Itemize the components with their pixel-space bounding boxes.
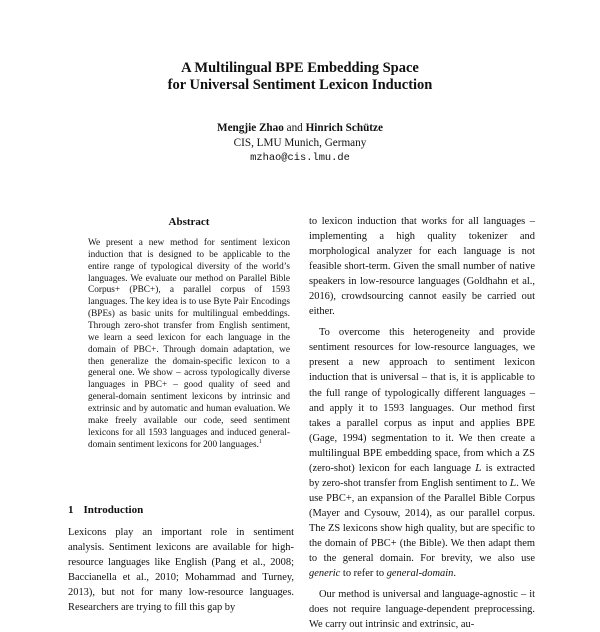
section-number: 1 <box>68 504 74 516</box>
generic-term: generic <box>309 568 341 580</box>
para2-part-a: To overcome this heterogeneity and provide sentiment resources for low-resource languages, we present a new approach to sentiment lexicon induction that is universal – that is, it is applicable to the full range of typologically different languages – and apply it to 1593 languages. Our method first takes a parallel corpus as input and applies BPE (Gage, 1994) segmentation to it. We then create a multilingual BPE embedding space, from which a ZS (zero-shot) lexicon for each language <box>309 327 535 474</box>
intro-paragraph-continued: to lexicon induction that works for all languages – implementing a high quality tokenizer and morphological analyzer for each language is not feasible short-term. Given the small number of native speakers in low-resource languages (Goldhahn et al., 2016), crowdsourcing cannot easily be carried out either. <box>309 216 535 318</box>
abstract-text: We present a new method for sentiment lexicon induction that is designed to be applicable to the entire range of typological diversity of the world’s languages. We evaluate our method on Parallel Bible Corpus+ (PBC+), a parallel corpus of 1593 languages. The key idea is to use Byte Pair Encodings (BPEs) as basic units for multilingual embeddings. Through zero-shot transfer from English sentiment, we learn a seed lexicon for each language in the domain of PBC+. Through domain adaptation, we then generalize the domain-specific lexicon to a general one. We show – across typologically diverse languages in PBC+ – good quality of seed and general-domain sentiment lexicons by intrinsic and extrinsic and by automatic and human evaluation. We make freely available our code, seed sentiment lexicons for all 1593 languages and induced general-domain sentiment lexicons for 200 languages. <box>88 238 290 450</box>
section-heading-introduction <box>68 504 153 516</box>
right-column-body <box>309 214 535 632</box>
script-l-symbol: L <box>475 462 482 474</box>
author-conjunction: and <box>283 122 306 134</box>
para2-part-b: is extracted by zero-shot transfer from English sentiment to <box>309 462 535 489</box>
affiliation: CIS, LMU Munich, Germany <box>233 137 367 149</box>
author-names <box>0 121 600 136</box>
intro-paragraph-1: Lexicons play an important role in sentiment analysis. Sentiment lexicons are available for high-resource languages like English (Pang et al., 2008; Baccianella et al., 2010; Mohammad and Turney, 2013), but not for many low-resource languages. Researchers are trying to fill this gap by <box>68 527 294 614</box>
author-2: Hinrich Schütze <box>305 122 383 134</box>
general-domain-term: general-domain <box>386 568 454 580</box>
para2-part-d: to refer to <box>340 568 387 580</box>
section-title: Introduction <box>83 504 144 516</box>
footnote-marker[interactable]: 1 <box>258 438 262 445</box>
title-line-1: A Multilingual BPE Embedding Space <box>181 60 419 76</box>
para2-part-e: . <box>453 568 456 580</box>
script-l-symbol: L <box>509 477 517 489</box>
intro-paragraph-3: Our method is universal and language-agnostic – it does not require language-dependent preprocessing. We carry out intrinsic and extrinsic, au- <box>309 589 535 631</box>
title-line-2: for Universal Sentiment Lexicon Induction <box>167 77 433 93</box>
abstract-body <box>88 238 290 451</box>
author-1: Mengjie Zhao <box>217 122 284 134</box>
paper-title <box>0 60 600 94</box>
para2-part-c: . We use PBC+, an expansion of the Parallel Bible Corpus (Mayer and Cysouw, 2014), as our parallel corpus. The ZS lexicons show high quality, but are specific to the domain of PBC+ (the Bible). We then adapt them to the general domain. For brevity, we also use <box>309 477 535 565</box>
left-column-body <box>68 525 294 615</box>
author-block <box>0 121 600 166</box>
abstract-heading: Abstract <box>168 216 210 228</box>
intro-paragraph-2 <box>309 325 535 581</box>
author-email[interactable]: mzhao@cis.lmu.de <box>250 152 350 164</box>
